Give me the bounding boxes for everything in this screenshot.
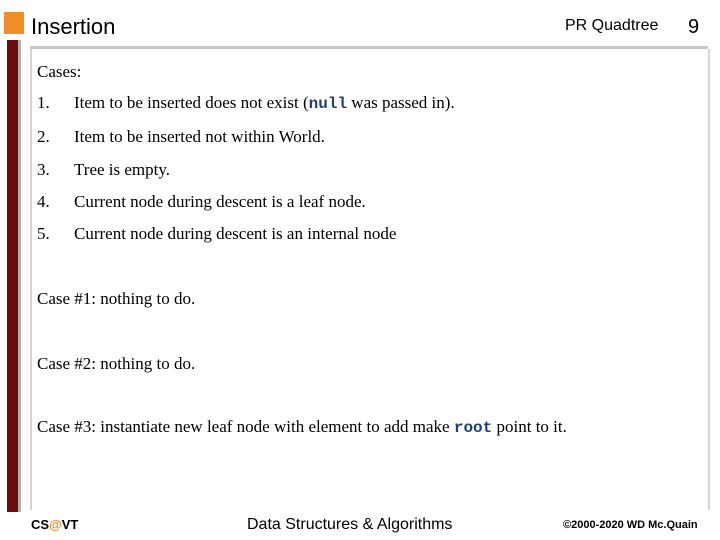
- case-number: 3.: [37, 160, 50, 179]
- case-item-1: Item to be inserted does not exist (null was passed in).: [74, 93, 455, 113]
- slide-topic: PR Quadtree: [565, 17, 659, 34]
- footer-course-title: Data Structures & Algorithms: [247, 516, 453, 533]
- case-item-4: Current node during descent is a leaf node.: [74, 192, 366, 211]
- page-number: 9: [688, 16, 700, 38]
- slide-title: Insertion: [31, 14, 116, 39]
- root-code: root: [453, 419, 493, 437]
- footer-course-label: CS@VT: [31, 517, 79, 532]
- case-item-3: Tree is empty.: [74, 160, 171, 179]
- case2-note: Case #2: nothing to do.: [37, 354, 196, 373]
- content-frame: [30, 49, 710, 510]
- case-item-2: Item to be inserted not within World.: [74, 127, 325, 146]
- case1-note: Case #1: nothing to do.: [37, 289, 196, 308]
- case-number: 2.: [37, 127, 50, 146]
- orange-square-decoration: [4, 12, 24, 34]
- case3-note: Case #3: instantiate new leaf node with element to add make root point to it.: [37, 417, 567, 437]
- left-accent-bar: [7, 40, 18, 512]
- case-item-5: Current node during descent is an internal node: [74, 224, 397, 243]
- case-number: 4.: [37, 192, 50, 211]
- case-number: 1.: [37, 93, 50, 112]
- null-code: null: [308, 95, 348, 113]
- case-number: 5.: [37, 224, 50, 243]
- footer-copyright: ©2000-2020 WD Mc.Quain: [563, 519, 698, 531]
- cases-heading: Cases:: [37, 62, 82, 81]
- left-accent-bar-shadow: [18, 40, 21, 512]
